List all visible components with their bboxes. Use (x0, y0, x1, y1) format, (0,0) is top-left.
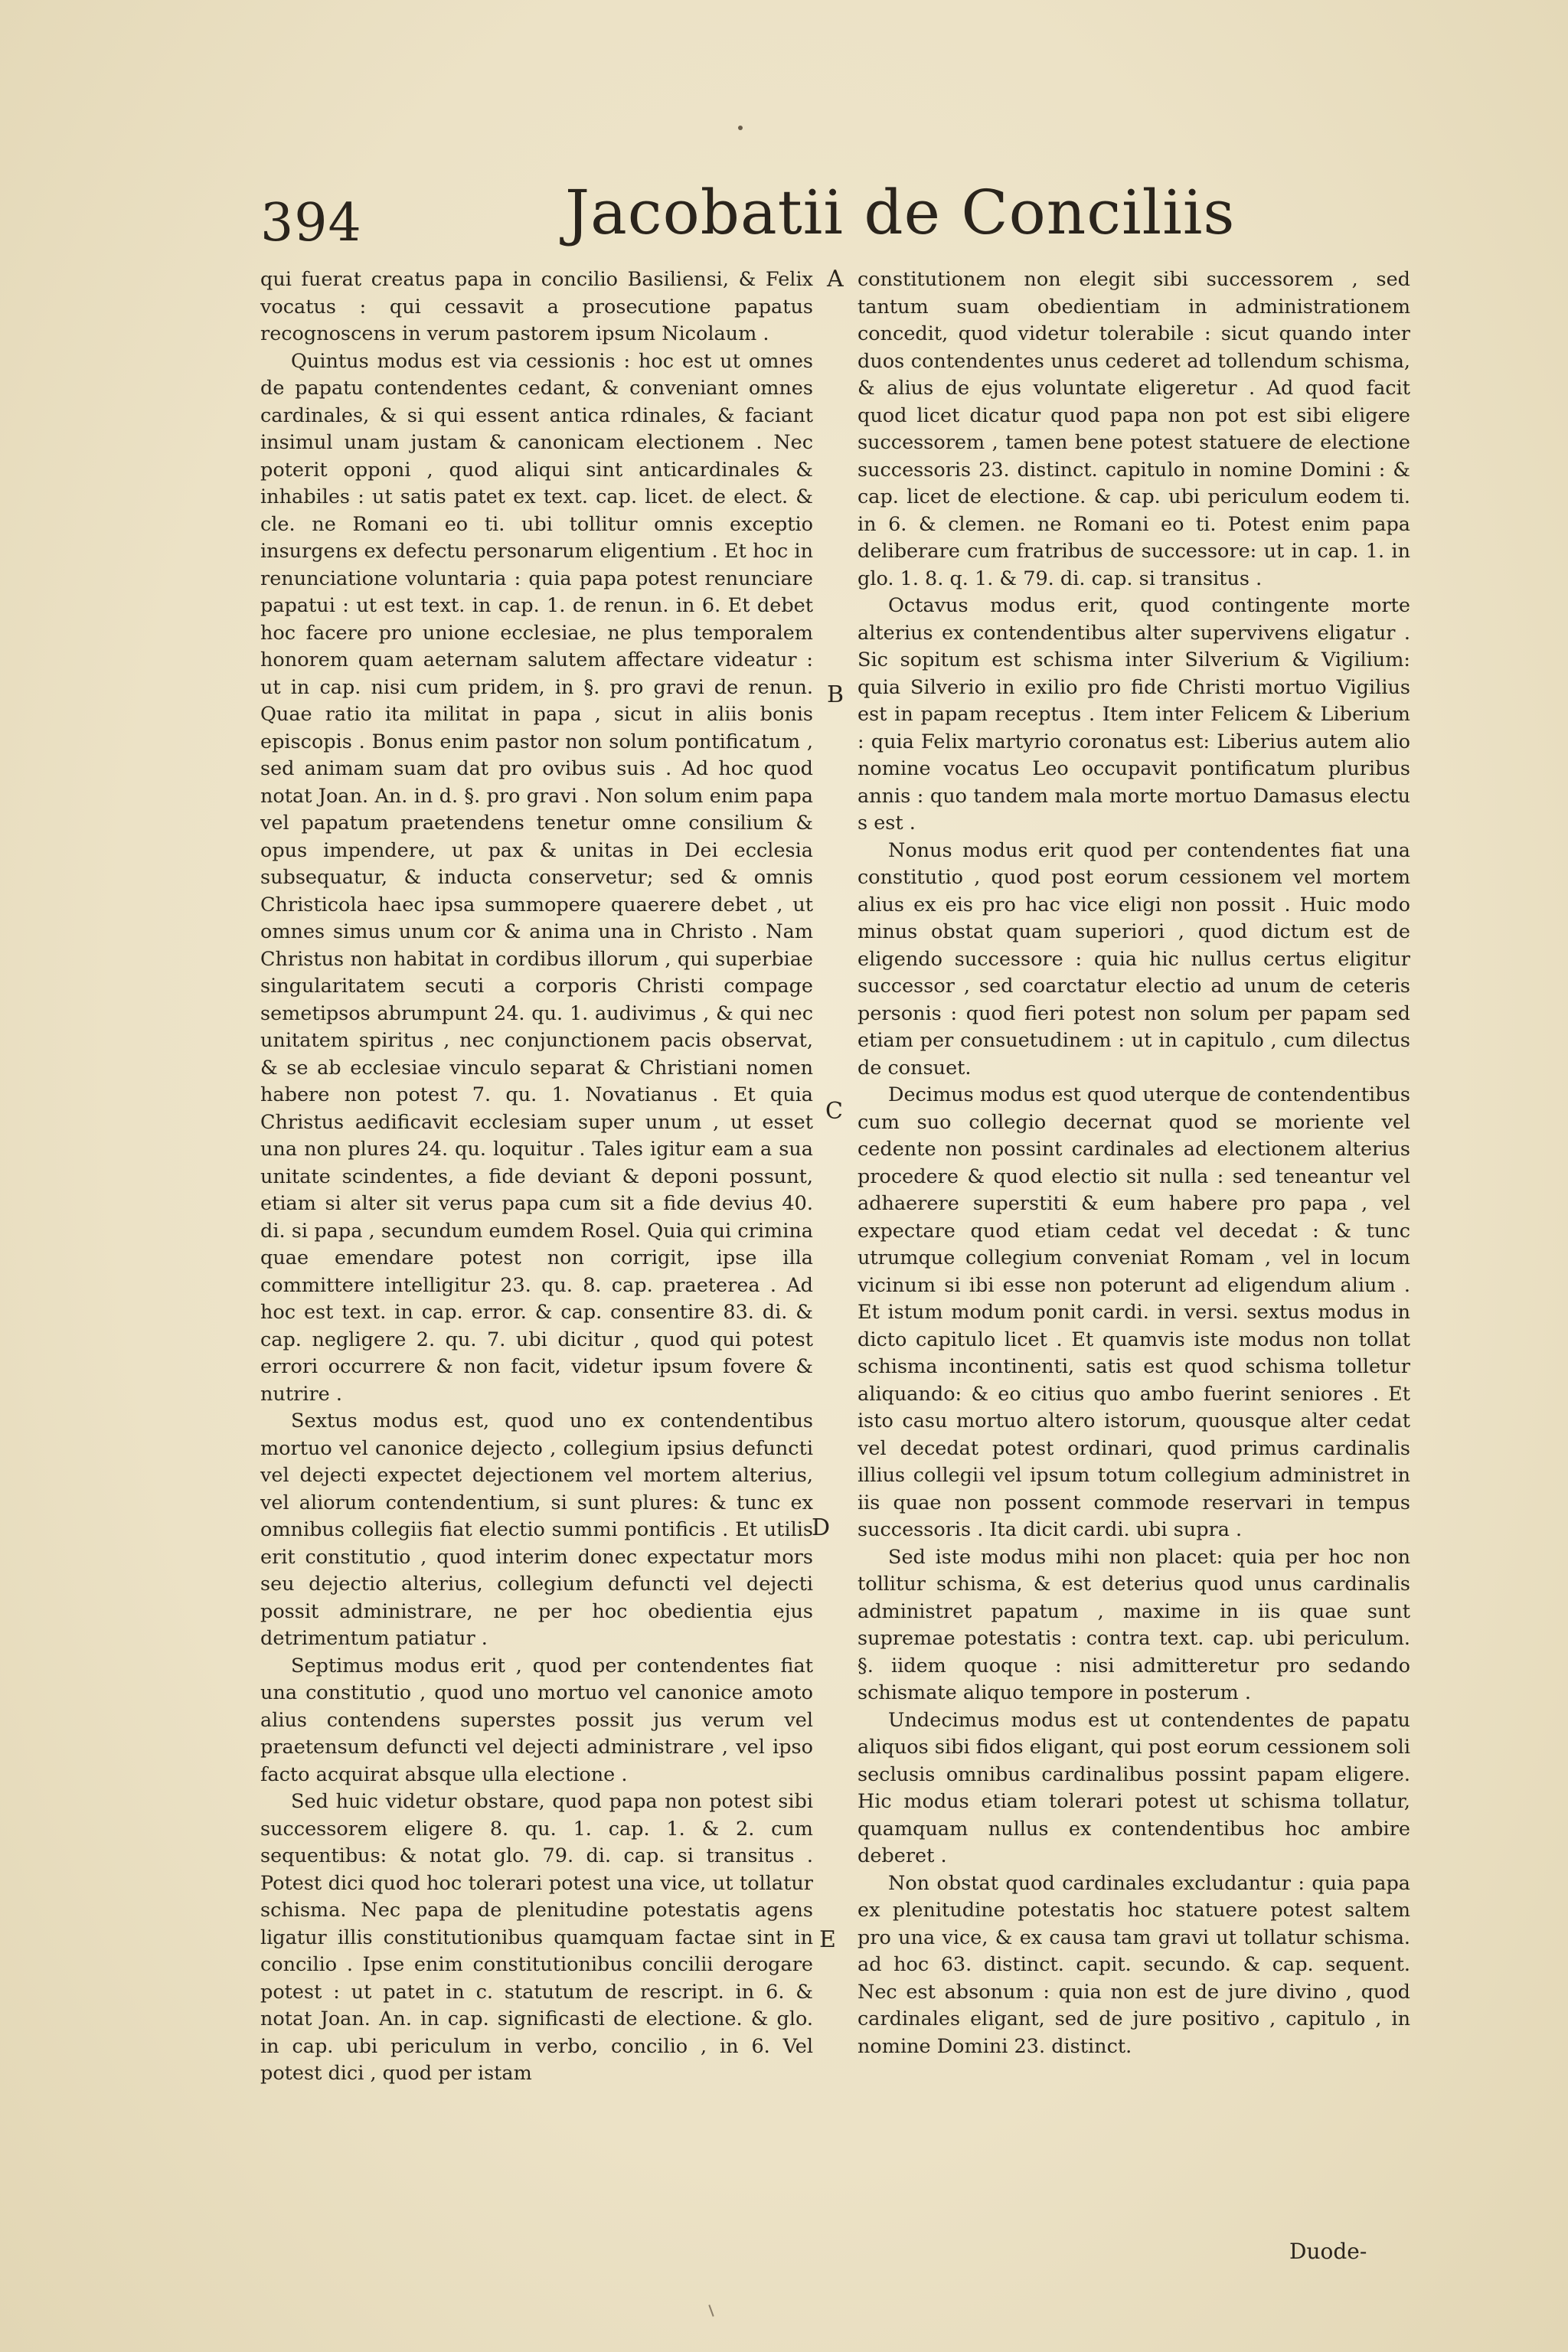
ink-mark (708, 2305, 714, 2317)
paragraph: Undecimus modus est ut contendentes de papatu aliquos sibi fidos eligant, qui post eorum cessionem soli seclusis omnibus cardinalibus possint papam eligere. Hic modus etiam tolerari potest ut schisma tollatur, quamquam nullus ex contendentibus hoc ambire deberet . (858, 1708, 1410, 1867)
paragraph: qui fuerat creatus papa in concilio Basiliensi, & Felix vocatus : qui cessavit a prosecutione papatus recognoscens in verum pastorem ipsum Nicolaum . (260, 268, 813, 345)
paragraph: Quintus modus est via cessionis : hoc est ut omnes de papatu contendentes cedant, & conveniant omnes cardinales, & si qui essent antica rdinales, & faciant insimul unam justam & canonicam electionem . Nec poterit opponi , quod aliqui sint anticardinales & inhabiles : ut satis patet ex text. cap. licet. de elect. & cle. ne Romani eo ti. ubi tollitur omnis exceptio insurgens ex defectu personarum eligentium . Et hoc in renunciatione voluntaria : quia papa potest renunciare papatui : ut est text. in cap. 1. de renun. in 6. Et debet hoc facere pro unione ecclesiae, ne plus temporalem honorem quam aeternam salutem affectare videatur : ut in cap. nisi cum pridem, in §. pro gravi de renun. Quae ratio ita militat in papa , sicut in aliis bonis episcopis . Bonus enim pastor non solum pontificatum , sed animam suam dat pro ovibus suis . Ad hoc quod notat Joan. An. in d. §. pro gravi . Non solum enim papa vel papatum praetendens tenetur omne consilium & opus impendere, ut pax & unitas in Dei ecclesia subsequatur, & inducta conservetur; sed & omnis Christicola haec ipsa summopere quaerere debet , ut omnes simus unum cor & anima una in Christo . Nam Christus non habitat in cordibus illorum , qui superbiae singularitatem secuti a corporis Christi compage semetipsos abrumpunt 24. qu. 1. audivimus , & qui nec unitatem spiritus , nec conjunctionem pacis observat, & se ab ecclesiae vinculo separat & Christiani nomen habere non potest 7. qu. 1. Novatianus . Et quia Christus aedificavit ecclesiam super unum , ut esset una non plures 24. qu. loquitur . Tales igitur eam a sua unitate scindentes, a fide deviant & deponi possunt, etiam si alter sit verus papa cum sit a fide devius 40. di. si papa , secundum eumdem Rosel. Quia qui crimina quae emendare potest non corrigit, ipse illa committere intelligitur 23. qu. 8. cap. praeterea . Ad hoc est text. in cap. error. & cap. consentire 83. di. & cap. negligere 2. qu. 7. ubi dicitur , quod qui potest errori occurrere & non facit, videtur ipsum fovere & nutrire . (260, 349, 813, 1406)
paragraph: Septimus modus erit , quod per contendentes fiat una constitutio , quod uno mortuo vel canonice amoto alius contendens superstes possit jus verum vel praetensum defuncti vel dejecti administrare , vel ipso facto acquirat absque ulla electione . (260, 1654, 813, 1786)
paragraph: Decimus modus est quod uterque de contendentibus cum suo collegio decernat quod se moriente vel cedente non possint cardinales ad electionem alterius procedere & quod electio sit nulla : sed teneantur vel adhaerere superstiti & eum habere pro papa , vel expectare quod etiam cedat vel decedat : & tunc utrumque collegium conveniat Romam , vel in locum vicinum si ibi esse non poterunt ad eligendum alium . Et istum modum ponit cardi. in versi. sextus modus in dicto capitulo licet . Et quamvis iste modus non tollat schisma incontinenti, satis est quod schisma tolletur aliquando: & eo citius quo ambo fuerint seniores . Et isto casu mortuo altero istorum, quousque alter cedat vel decedat potest ordinari, quod primus cardinalis illius collegii vel ipsum totum collegium administret in iis quae non possent commode reservari in tempus successoris . Ita dicit cardi. ubi supra . (858, 1083, 1410, 1541)
paragraph: Sed iste modus mihi non placet: quia per hoc non tollitur schisma, & est deterius quod unus cardinalis administret papatum , maxime in iis quae sunt supremae potestatis : contra text. cap. ubi periculum. §. iidem quoque : nisi admitteretur pro sedando schismate aliquo tempore in posterum . (858, 1545, 1410, 1704)
margin-letter-e: E (819, 1926, 836, 1953)
margin-letter-d: D (812, 1514, 831, 1541)
paragraph: Octavus modus erit, quod contingente morte alterius ex contendentibus alter supervivens eligatur . Sic sopitum est schisma inter Silverium & Vigilium: quia Silverio in exilio pro fide Christi mortuo Vigilius est in papam receptus . Item inter Felicem & Liberium : quia Felix martyrio coronatus est: Liberius autem alio nomine vocatus Leo occupavit pontificatum pluribus annis : quo tandem mala morte mortuo Damasus electu s est . (858, 594, 1410, 835)
paragraph: Sextus modus est, quod uno ex contendentibus mortuo vel canonice dejecto , collegium ipsius defuncti vel dejecti expectet dejectionem vel mortem alterius, vel aliorum contendentium, si sunt plures: & tunc ex omnibus collegiis fiat electio summi pontificis . Et utilis erit constitutio , quod interim donec expectatur mors seu dejectio alterius, collegium defuncti vel dejecti possit administrare, ne per hoc obedientia ejus detrimentum patiatur . (260, 1410, 813, 1650)
paragraph: Nonus modus erit quod per contendentes fiat una constitutio , quod post eorum cessionem vel mortem alius ex eis pro hac vice eligi non possit . Huic modo minus obstat quam superiori , quod dictum est de eligendo successore : quia hic nullus certus eligitur successor , sed coarctatur electio ad unum de ceteris personis : quod fieri potest non solum per papam sed etiam per consuetudinem : ut in capitulo , cum dilectus de consuet. (858, 838, 1410, 1080)
paragraph: constitutionem non elegit sibi successorem , sed tantum suam obedientiam in administrationem concedit, quod videtur tolerabile : sicut quando inter duos contendentes unus cederet ad tollendum schisma, & alius de ejus voluntate eligeretur . Ad quod facit quod licet dicatur quod papa non pot est sibi eligere successorem , tamen bene potest statuere de electione successoris 23. distinct. capitulo in nomine Domini : & cap. licet de electione. & cap. ubi periculum eodem ti. in 6. & clemen. ne Romani eo ti. Potest enim papa deliberare cum fratribus de successore: ut in cap. 1. in glo. 1. 8. q. 1. & 79. di. cap. si transitus . (858, 268, 1410, 590)
left-column (260, 266, 813, 2088)
ink-dot (738, 126, 743, 130)
paragraph: Sed huic videtur obstare, quod papa non potest sibi successorem eligere 8. qu. 1. cap. 1. & 2. cum sequentibus: & notat glo. 79. di. cap. si transitus . Potest dici quod hoc tolerari potest una vice, ut tollatur schisma. Nec papa de plenitudine potestatis agens ligatur illis constitutionibus quamquam factae sint in concilio . Ipse enim constitutionibus concilii derogare potest : ut patet in c. statutum de rescript. in 6. & notat Joan. An. in cap. significasti de electione. & glo. in cap. ubi periculum in verbo, concilio , in 6. Vel potest dici , quod per istam (260, 1790, 813, 2085)
margin-letter-b: B (827, 681, 844, 708)
running-title: Jacobatii de Conciliis (565, 177, 1236, 248)
paragraph: Non obstat quod cardinales excludantur : quia papa ex plenitudine potestatis hoc statuere potest saltem pro una vice, & ex causa tam gravi ut tollatur schisma. ad hoc 63. distinct. capit. secundo. & cap. sequent. Nec est absonum : quia non est de jure divino , quod cardinales eligant, sed de jure positivo , capitulo , in nomine Domini 23. distinct. (858, 1871, 1410, 2058)
right-column (858, 266, 1410, 2060)
catchword: Duode- (1289, 2239, 1367, 2264)
page-number: 394 (260, 193, 362, 253)
margin-letter-c: C (825, 1098, 843, 1125)
margin-letter-a: A (827, 266, 844, 292)
